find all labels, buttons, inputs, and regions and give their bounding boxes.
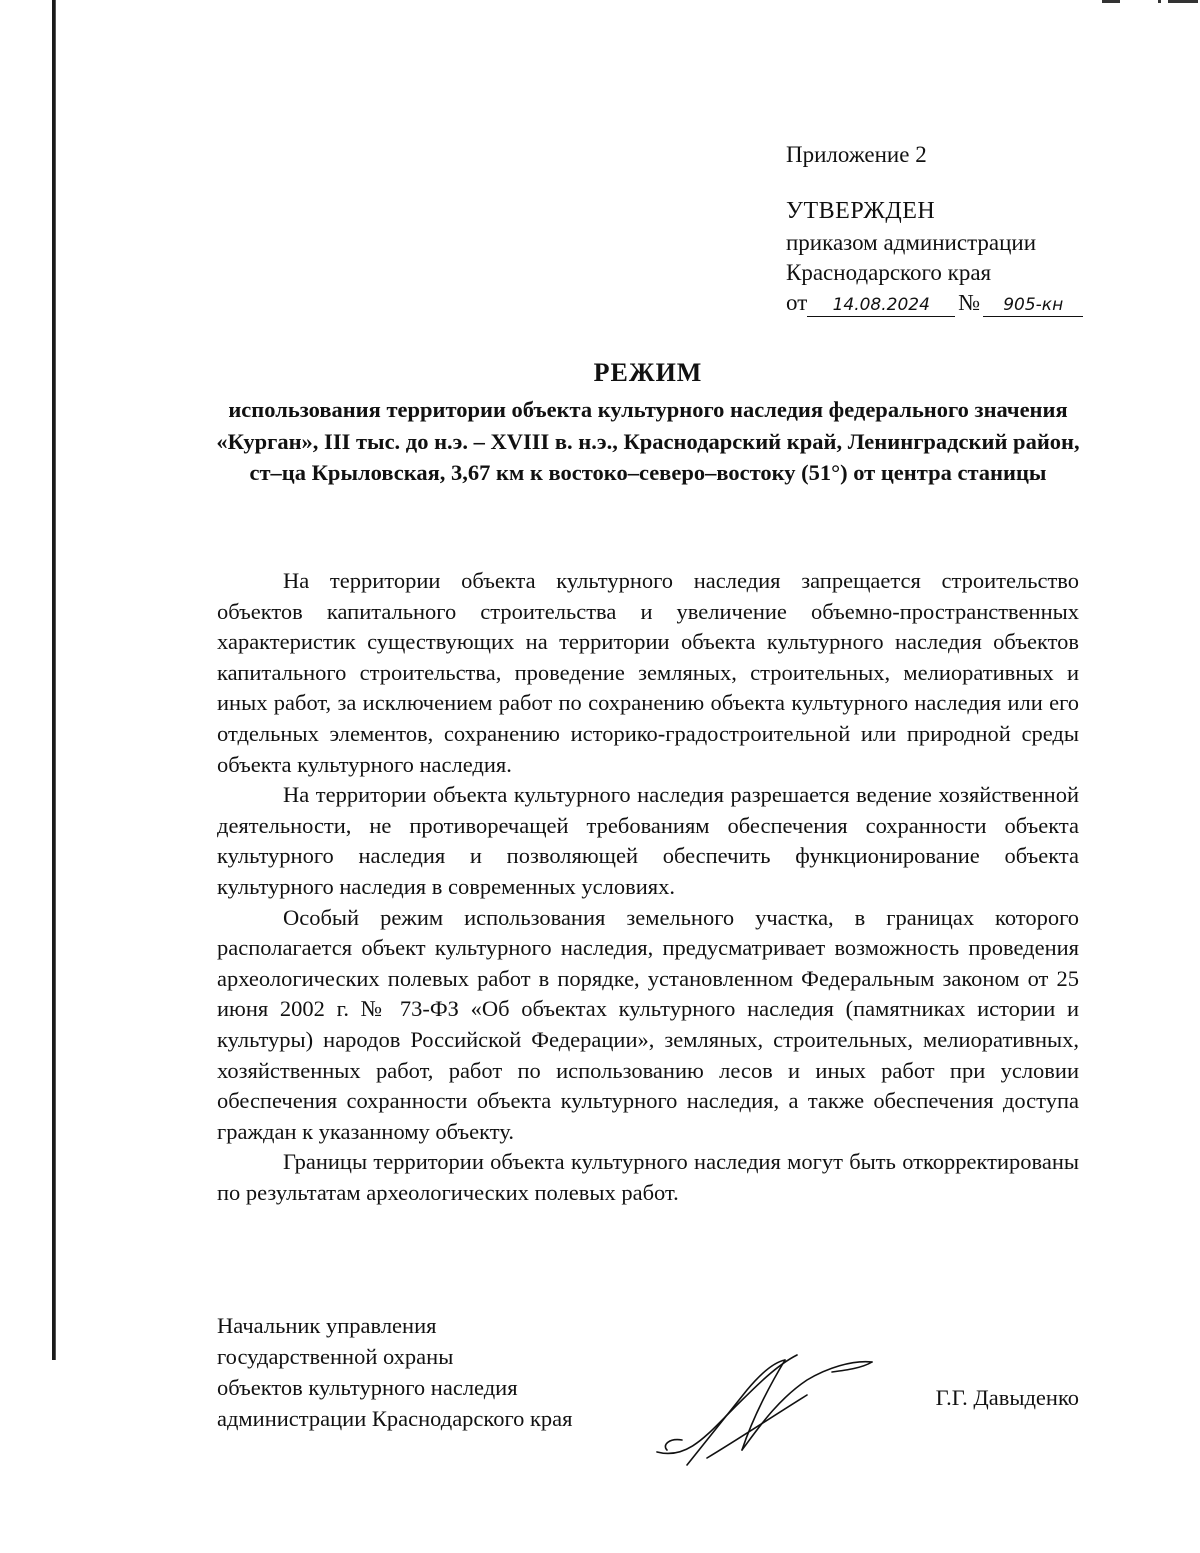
document-body	[217, 566, 1079, 1208]
scan-edge-shadow	[55, 0, 56, 1360]
document-subtitle: использования территории объекта культурного наследия федерального значения «Курган», III тыс. до н.э. – XVIII в. н.э., Краснодарский край, Ленинградский район, ст–ца Крыловская, 3,67 км к востоко–северо–востоку (51°) от центра станицы	[216, 397, 1080, 485]
approval-line-2: Краснодарского края	[786, 260, 992, 285]
signer-title-line-1: Начальник управления	[217, 1313, 437, 1338]
approval-line-1: приказом администрации	[786, 230, 1037, 255]
handwritten-signature-icon	[647, 1340, 887, 1470]
order-date: 14.08.2024	[807, 294, 955, 317]
signature-block	[217, 1310, 1079, 1460]
order-number: 905-кн	[983, 294, 1083, 317]
body-paragraph-1: На территории объекта культурного наследия запрещается строительство объектов капитального строительства и увеличение объемно-пространственных характеристик существующих на территории объекта культурного наследия объектов капитального строительства, проведение земляных, строительных, мелиоративных и иных работ, за исключением работ по сохранению объекта культурного наследия или его отдельных элементов, сохранению историко-градостроительной или природной среды объекта культурного наследия.	[217, 568, 1079, 777]
approved-heading: УТВЕРЖДЕН	[786, 198, 936, 224]
approval-block	[786, 140, 1116, 318]
document-title: РЕЖИМ	[593, 358, 703, 387]
body-paragraph-3: Особый режим использования земельного участка, в границах которого располагается объект культурного наследия, предусматривает возможность проведения археологических полевых работ в порядке, установленном Федеральным законом от 25 июня 2002 г. № 73-ФЗ «Об объектах культурного наследия (памятниках истории и культуры) народов Российской Федерации», земляных, строительных, мелиоративных, хозяйственных работ, работ по использованию лесов и иных работ при условии обеспечения сохранности объекта культурного наследия, а также обеспечения доступа граждан к указанному объекту.	[217, 904, 1079, 1144]
signer-title-line-2: государственной охраны	[217, 1344, 454, 1369]
scan-corner-mark	[1100, 0, 1200, 4]
title-block	[215, 358, 1081, 489]
signer-title-line-3: объектов культурного наследия	[217, 1375, 518, 1400]
signer-title-line-4: администрации Краснодарского края	[217, 1406, 573, 1431]
order-number-prefix: №	[958, 290, 981, 315]
signer-name: Г.Г. Давыденко	[935, 1385, 1079, 1410]
order-reference	[786, 288, 1116, 318]
annex-label: Приложение 2	[786, 142, 927, 167]
order-from-prefix: от	[786, 290, 808, 315]
body-paragraph-4: Границы территории объекта культурного наследия могут быть откорректированы по результатам археологических полевых работ.	[217, 1149, 1079, 1205]
body-paragraph-2: На территории объекта культурного наследия разрешается ведение хозяйственной деятельности, не противоречащей требованиям обеспечения сохранности объекта культурного наследия и позволяющей обеспечить функционирование объекта культурного наследия в современных условиях.	[217, 782, 1079, 899]
